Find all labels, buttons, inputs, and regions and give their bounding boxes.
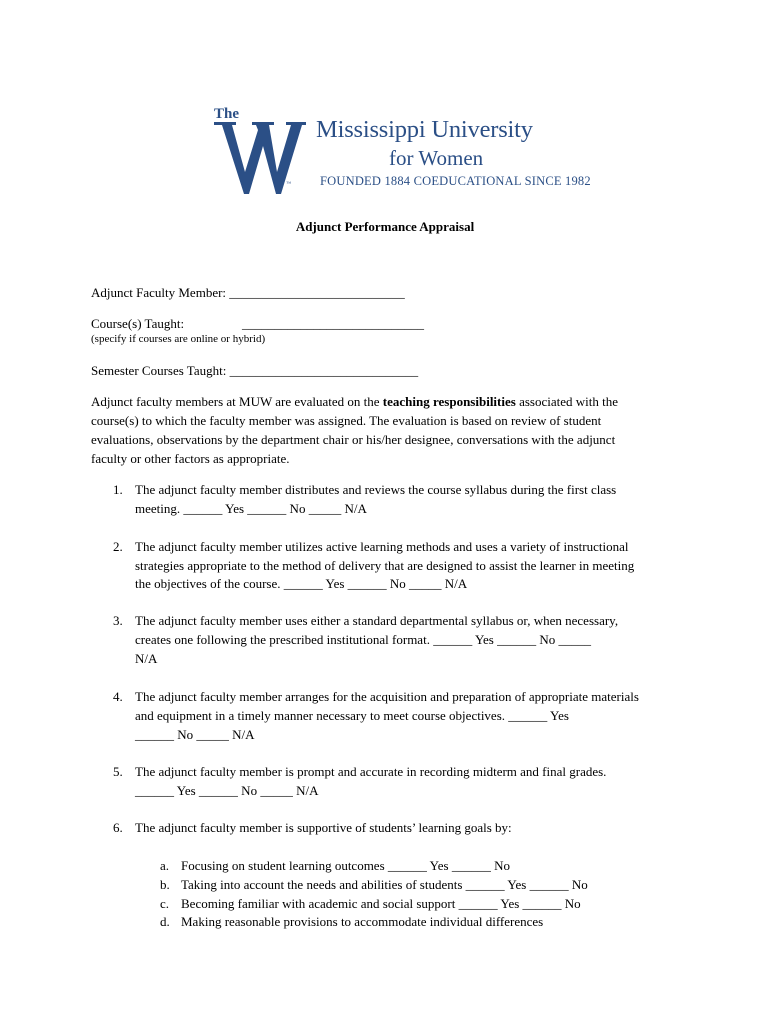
- sub-item-letter: b.: [160, 877, 170, 892]
- item-line: The adjunct faculty member is supportive of students’ learning goals by:: [135, 820, 512, 835]
- intro-line-3: evaluations, observations by the department chair or his/her designee, conversations with the adjunct: [91, 432, 616, 447]
- sub-item-letter: a.: [160, 858, 170, 873]
- logo-trademark: ™: [286, 182, 291, 187]
- semester-courses-field: Semester Courses Taught: _____________________________: [91, 363, 419, 378]
- logo-university-name: Mississippi University: [316, 116, 533, 143]
- logo-tagline: FOUNDED 1884 COEDUCATIONAL SINCE 1982: [320, 174, 591, 188]
- courses-taught-label: Course(s) Taught:: [91, 316, 185, 331]
- courses-taught-blank: ____________________________: [242, 316, 424, 331]
- item-line: The adjunct faculty member distributes and reviews the course syllabus during the first class: [135, 482, 617, 497]
- item-line: the objectives of the course. ______ Yes ______ No _____ N/A: [135, 576, 468, 591]
- university-logo: [210, 104, 591, 196]
- item-number: 1.: [113, 482, 123, 497]
- sub-item-text: Taking into account the needs and abilities of students ______ Yes ______ No: [181, 877, 588, 892]
- document-title: Adjunct Performance Appraisal: [295, 219, 475, 234]
- intro-text: Adjunct faculty members at MUW are evaluated on the: [91, 394, 383, 409]
- item-number: 5.: [113, 764, 123, 779]
- item-line: The adjunct faculty member uses either a standard departmental syllabus or, when necessary,: [135, 613, 619, 628]
- item-line: meeting. ______ Yes ______ No _____ N/A: [135, 501, 367, 516]
- sub-item-text: Focusing on student learning outcomes ______ Yes ______ No: [181, 858, 510, 873]
- intro-text: associated with the: [515, 394, 618, 409]
- sub-item-letter: d.: [160, 914, 170, 929]
- item-line: ______ Yes ______ No _____ N/A: [135, 783, 319, 798]
- item-number: 3.: [113, 613, 123, 628]
- item-line: The adjunct faculty member utilizes active learning methods and uses a variety of instructional: [135, 539, 629, 554]
- sub-item-text: Becoming familiar with academic and social support ______ Yes ______ No: [181, 896, 581, 911]
- item-line: ______ No _____ N/A: [135, 727, 255, 742]
- logo-w-mark: [214, 122, 306, 194]
- item-line: The adjunct faculty member arranges for the acquisition and preparation of appropriate materials: [135, 689, 639, 704]
- intro-line-2: course(s) to which the faculty member was assigned. The evaluation is based on review of student: [91, 413, 602, 428]
- item-number: 2.: [113, 539, 123, 554]
- intro-bold-text: teaching responsibilities: [382, 394, 516, 409]
- item-line: N/A: [135, 651, 158, 666]
- item-line: creates one following the prescribed institutional format. ______ Yes ______ No _____: [135, 632, 592, 647]
- sub-item-letter: c.: [160, 896, 170, 911]
- item-line: strategies appropriate to the method of delivery that are designed to assist the learner in meeting: [135, 558, 635, 573]
- sub-item-text: Making reasonable provisions to accommodate individual differences: [181, 914, 544, 929]
- item-line: and equipment in a timely manner necessary to meet course objectives. ______ Yes: [135, 708, 569, 723]
- intro-line-4: faculty or other factors as appropriate.: [91, 451, 290, 466]
- faculty-member-field: Adjunct Faculty Member: ___________________________: [91, 285, 405, 300]
- logo-for-women: for Women: [389, 146, 484, 170]
- item-number: 6.: [113, 820, 123, 835]
- intro-line-1: [91, 392, 618, 411]
- logo-the-text: The: [214, 106, 240, 122]
- item-line: The adjunct faculty member is prompt and accurate in recording midterm and final grades.: [135, 764, 607, 779]
- courses-taught-note: (specify if courses are online or hybrid): [91, 333, 266, 345]
- item-number: 4.: [113, 689, 123, 704]
